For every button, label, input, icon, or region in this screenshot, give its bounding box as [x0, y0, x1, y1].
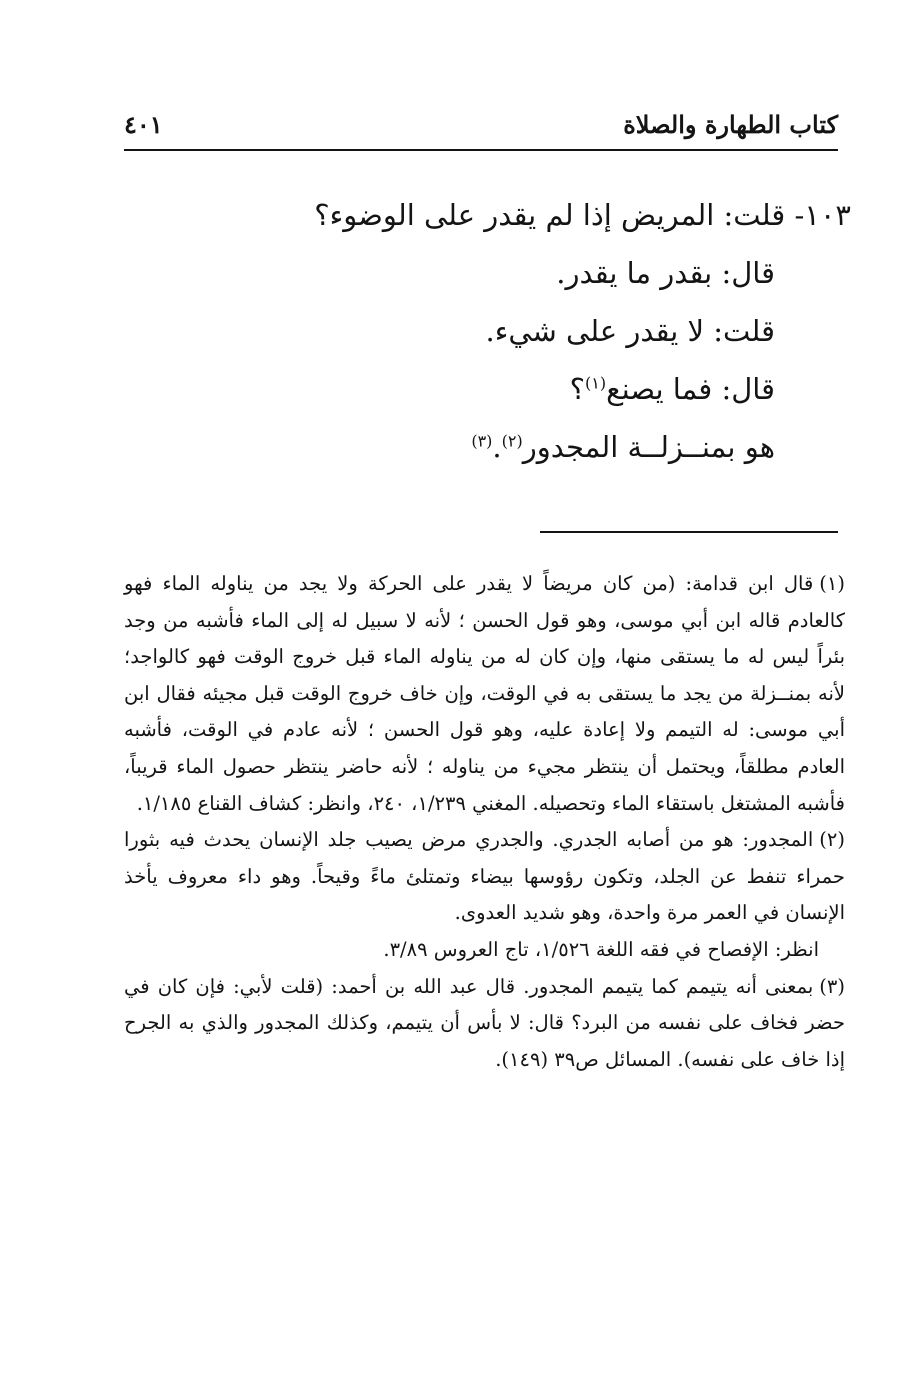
footnote-marker: (١) — [819, 572, 845, 595]
answer-line: قال: بقدر ما يقدر. — [556, 256, 775, 290]
header-rule — [124, 149, 838, 151]
footnote-text: بمعنى أنه يتيمم كما يتيمم المجدور. قال عبد الله بن أحمد: (قلت لأبي: فإن كان في حضر فخاف على نفسه من البرد؟ قال: لا بأس أن يتيمم، وكذلك المجدور والذي به الجرح إذا خاف على نفسه). المسائل ص٣٩ (١٤٩). — [124, 974, 845, 1071]
answer-text: هو بمنــزلــة المجدور — [522, 430, 775, 464]
footnote-marker: (٢) — [819, 828, 845, 852]
footnote-ref: (٢) — [501, 431, 523, 451]
answer-line — [131, 418, 851, 476]
answer-text: قال: فما يصنع — [606, 372, 775, 406]
question-line: ١٠٣- قلت: المريض إذا لم يقدر على الوضوء؟ — [314, 198, 851, 232]
page-number: ٤٠١ — [124, 110, 163, 139]
footnote-ref: (٣) — [471, 431, 493, 451]
footnote — [124, 566, 845, 822]
question-mark: ؟ — [569, 372, 586, 406]
question-line: قلت: لا يقدر على شيء. — [485, 314, 775, 348]
footnote-text: قال ابن قدامة: (من كان مريضاً لا يقدر على الحركة ولا يجد من يناوله الماء فهو كالعادم قاله ابن أبي موسى، وهو قول الحسن ؛ لأنه لا سبيل له إلى الماء فأشبه من وجد بئراً ليس له ما يستقى منها، وإن كان له من يناوله الماء قبل خروج الوقت فهو كالواجد؛ لأنه بمنــزلة من يجد ما يستقى به في الوقت، وإن خاف خروج الوقت قبل مجيئه فقال ابن أبي موسى: له التيمم ولا إعادة عليه، وهو قول الحسن ؛ لأنه عادم في الوقت، فأشبه العادم مطلقاً، ويحتمل أن ينتظر مجيء من يناوله ؛ لأنه حاضر ينتظر حصول الماء قريباً، فأشبه المشتغل باستقاء الماء وتحصيله. المغني ١/٢٣٩، ٢٤٠، وانظر: كشاف القناع ١/١٨٥. — [124, 572, 845, 815]
page-header — [124, 108, 838, 142]
footnote-text: المجدور: هو من أصابه الجدري. والجدري مرض يصيب جلد الإنسان يحدث فيه بثورا حمراء تنفط عن الجلد، وتكون رؤوسها بيضاء وتمتلئ ماءً وقيحاً. وهو داء معروف يأخذ الإنسان في العمر مرة واحدة، وهو شديد العدوى. — [124, 828, 845, 925]
footnote-reference: انظر: الإفصاح في فقه اللغة ١/٥٢٦، تاج العروس ٣/٨٩. — [383, 937, 819, 961]
footnote — [124, 969, 845, 1079]
period: . — [492, 430, 502, 464]
footnote-marker: (٣) — [819, 974, 845, 998]
footnotes — [124, 566, 845, 1078]
running-title: كتاب الطهارة والصلاة — [623, 110, 838, 139]
qa-section — [131, 186, 851, 476]
footnote — [124, 822, 845, 968]
footnote-ref: (١) — [585, 373, 607, 393]
footnote-separator — [540, 531, 838, 533]
answer-line — [131, 360, 851, 418]
